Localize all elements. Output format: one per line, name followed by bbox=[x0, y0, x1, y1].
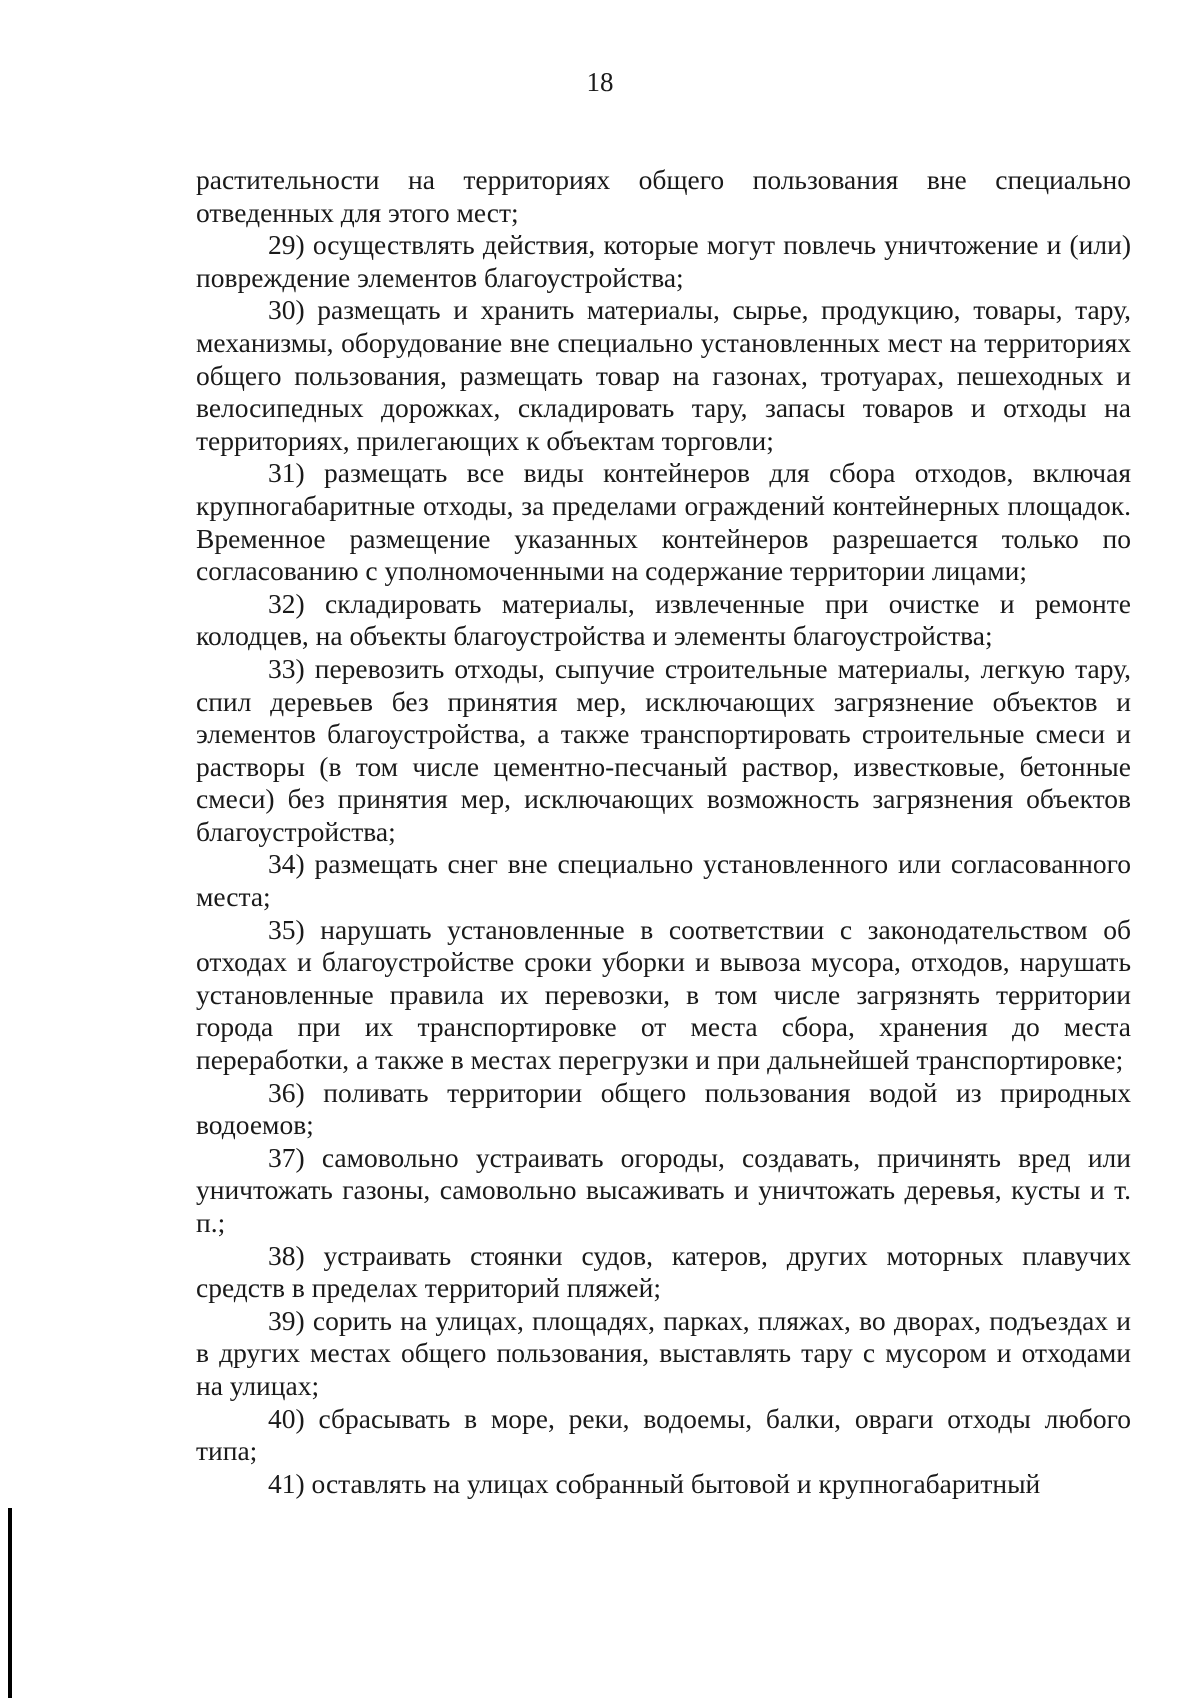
paragraph-item-37: 37) самовольно устраивать огороды, создавать, причинять вред или уничтожать газоны, самовольно высаживать и уничтожать деревья, кусты и т. п.; bbox=[196, 1141, 1131, 1238]
paragraph-item-35: 35) нарушать установленные в соответствии с законодательством об отходах и благоустройстве сроки уборки и вывоза мусора, отходов, нарушать установленные правила их перевозки, в том числе загрязнять территории города при их транспортировке от места сбора, хранения до места переработки, а также в местах перегрузки и при дальнейшей транспортировке; bbox=[196, 913, 1131, 1076]
paragraph-item-29: 29) осуществлять действия, которые могут повлечь уничтожение и (или) повреждение элементов благоустройства; bbox=[196, 229, 1131, 293]
paragraph-item-30: 30) размещать и хранить материалы, сырье, продукцию, товары, тару, механизмы, оборудование вне специально установленных мест на территориях общего пользования, размещать товар на газонах, тротуарах, пешеходных и велосипедных дорожках, складировать тару, запасы товаров и отходы на территориях, прилегающих к объектам торговли; bbox=[196, 294, 1131, 456]
paragraph-continuation: растительности на территориях общего пользования вне специально отведенных для этого мест; bbox=[196, 164, 1131, 228]
page-number: 18 bbox=[586, 67, 614, 97]
paragraph-item-38: 38) устраивать стоянки судов, катеров, других моторных плавучих средств в пределах территорий пляжей; bbox=[196, 1239, 1131, 1304]
scan-edge-mark bbox=[8, 1508, 12, 1698]
paragraph-item-41: 41) оставлять на улицах собранный бытовой и крупногабаритный bbox=[268, 1467, 1041, 1499]
paragraph-item-40: 40) сбрасывать в море, реки, водоемы, балки, овраги отходы любого типа; bbox=[196, 1402, 1131, 1467]
paragraph-item-32: 32) складировать материалы, извлеченные при очистке и ремонте колодцев, на объекты благоустройства и элементы благоустройства; bbox=[196, 587, 1131, 652]
paragraph-item-34: 34) размещать снег вне специально установленного или согласованного места; bbox=[196, 848, 1131, 913]
paragraph-item-33: 33) перевозить отходы, сыпучие строительные материалы, легкую тару, спил деревьев без принятия мер, исключающих загрязнение объектов и элементов благоустройства, а также транспортировать строительные смеси и растворы (в том числе цементно-песчаный раствор, известковые, бетонные смеси) без принятия мер, исключающих возможность загрязнения объектов благоустройства; bbox=[196, 652, 1131, 847]
paragraph-item-31: 31) размещать все виды контейнеров для сбора отходов, включая крупногабаритные отходы, за пределами ограждений контейнерных площадок. Временное размещение указанных контейнеров разрешается только по согласованию с уполномоченными на содержание территории лицами; bbox=[196, 457, 1131, 587]
document-body bbox=[196, 164, 1131, 1500]
paragraph-item-39: 39) сорить на улицах, площадях, парках, пляжах, во дворах, подъездах и в других местах общего пользования, выставлять тару с мусором и отходами на улицах; bbox=[196, 1304, 1131, 1401]
paragraph-item-36: 36) поливать территории общего пользования водой из природных водоемов; bbox=[196, 1076, 1131, 1141]
